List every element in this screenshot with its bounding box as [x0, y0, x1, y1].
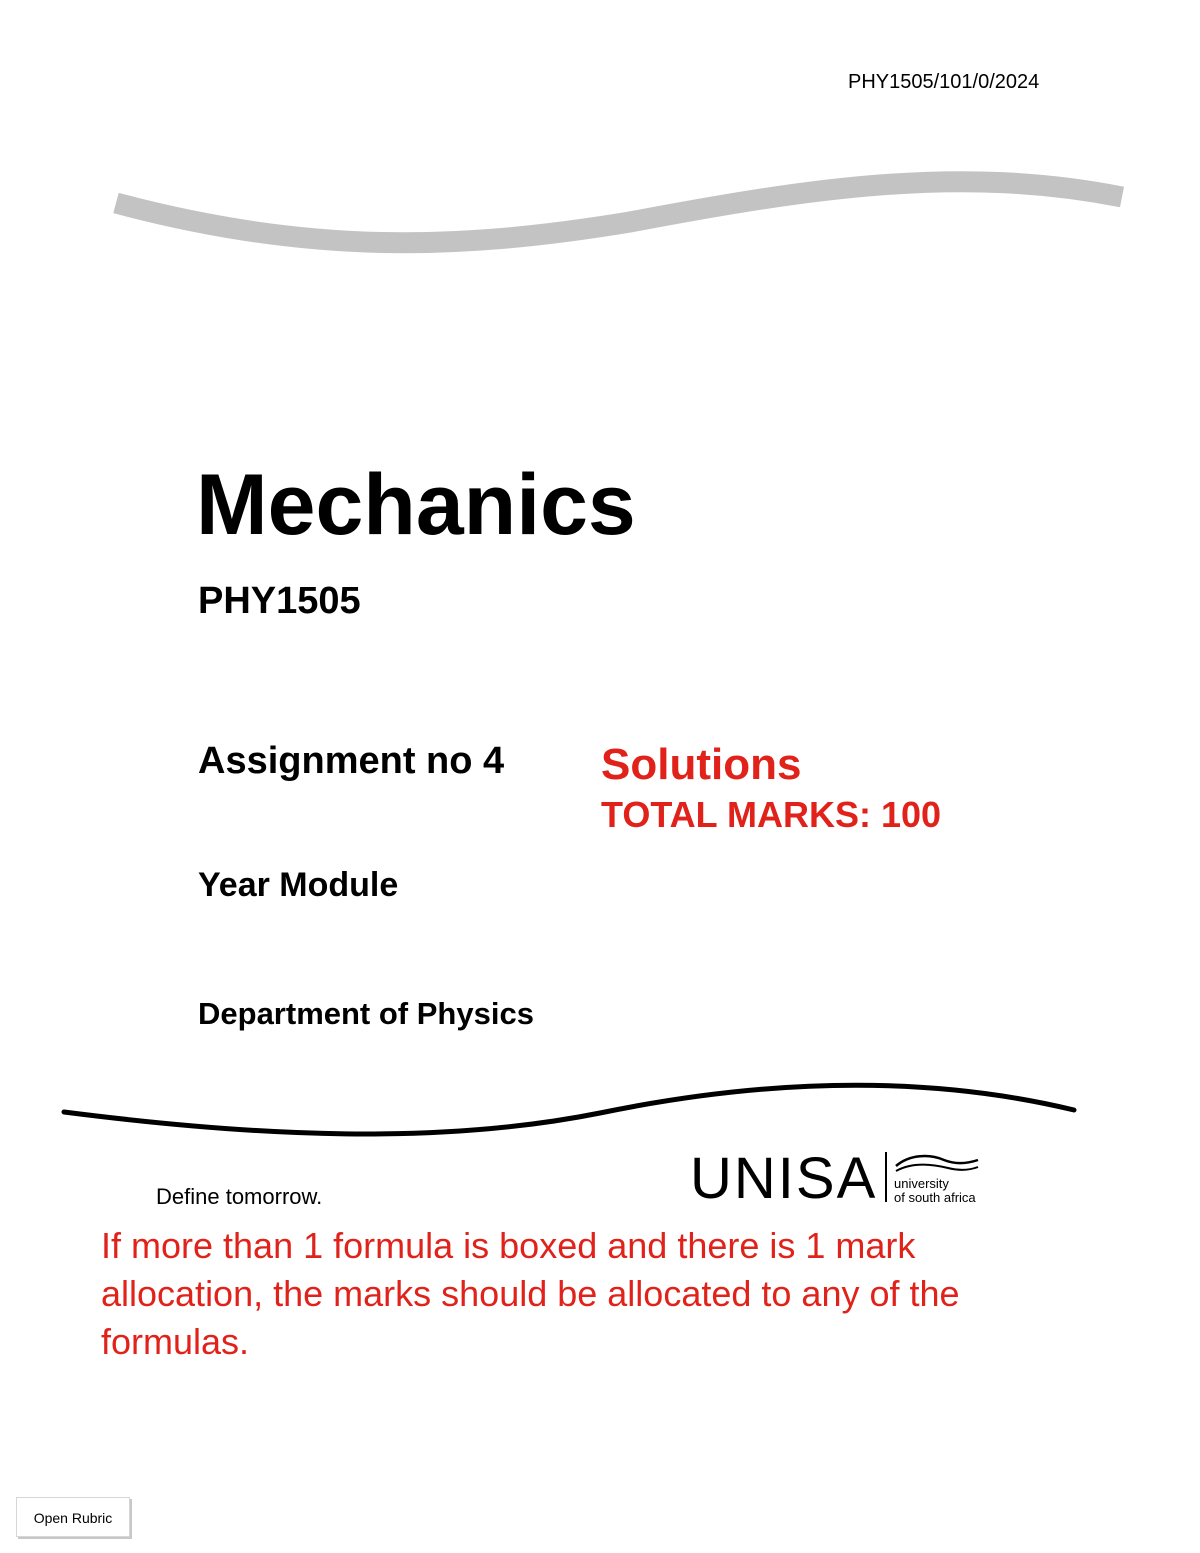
- logo-wordmark: UNISA: [690, 1146, 878, 1206]
- marking-note: If more than 1 formula is boxed and there is 1 mark allocation, the marks should be allocated to any of the formulas.: [101, 1225, 960, 1362]
- decorative-wave-bottom: [60, 1075, 1090, 1155]
- course-code: PHY1505: [198, 580, 361, 622]
- tagline: Define tomorrow.: [156, 1184, 323, 1204]
- page-title: Mechanics: [196, 457, 636, 553]
- total-marks-label: TOTAL MARKS: 100: [601, 794, 942, 835]
- unisa-logo: [690, 1146, 990, 1206]
- solutions-label: Solutions: [601, 740, 802, 789]
- document-code: PHY1505/101/0/2024: [848, 71, 1040, 93]
- logo-swoosh-icon: [892, 1152, 982, 1176]
- module-type: Year Module: [198, 866, 399, 904]
- open-rubric-button[interactable]: Open Rubric: [16, 1497, 130, 1537]
- decorative-wave-top: [110, 170, 1140, 270]
- logo-subtitle-line2: of south africa: [894, 1190, 976, 1205]
- assignment-heading: Assignment no 4: [198, 740, 505, 782]
- logo-divider: [885, 1152, 887, 1202]
- logo-subtitle-line1: university: [894, 1176, 949, 1191]
- department-name: Department of Physics: [198, 996, 534, 1031]
